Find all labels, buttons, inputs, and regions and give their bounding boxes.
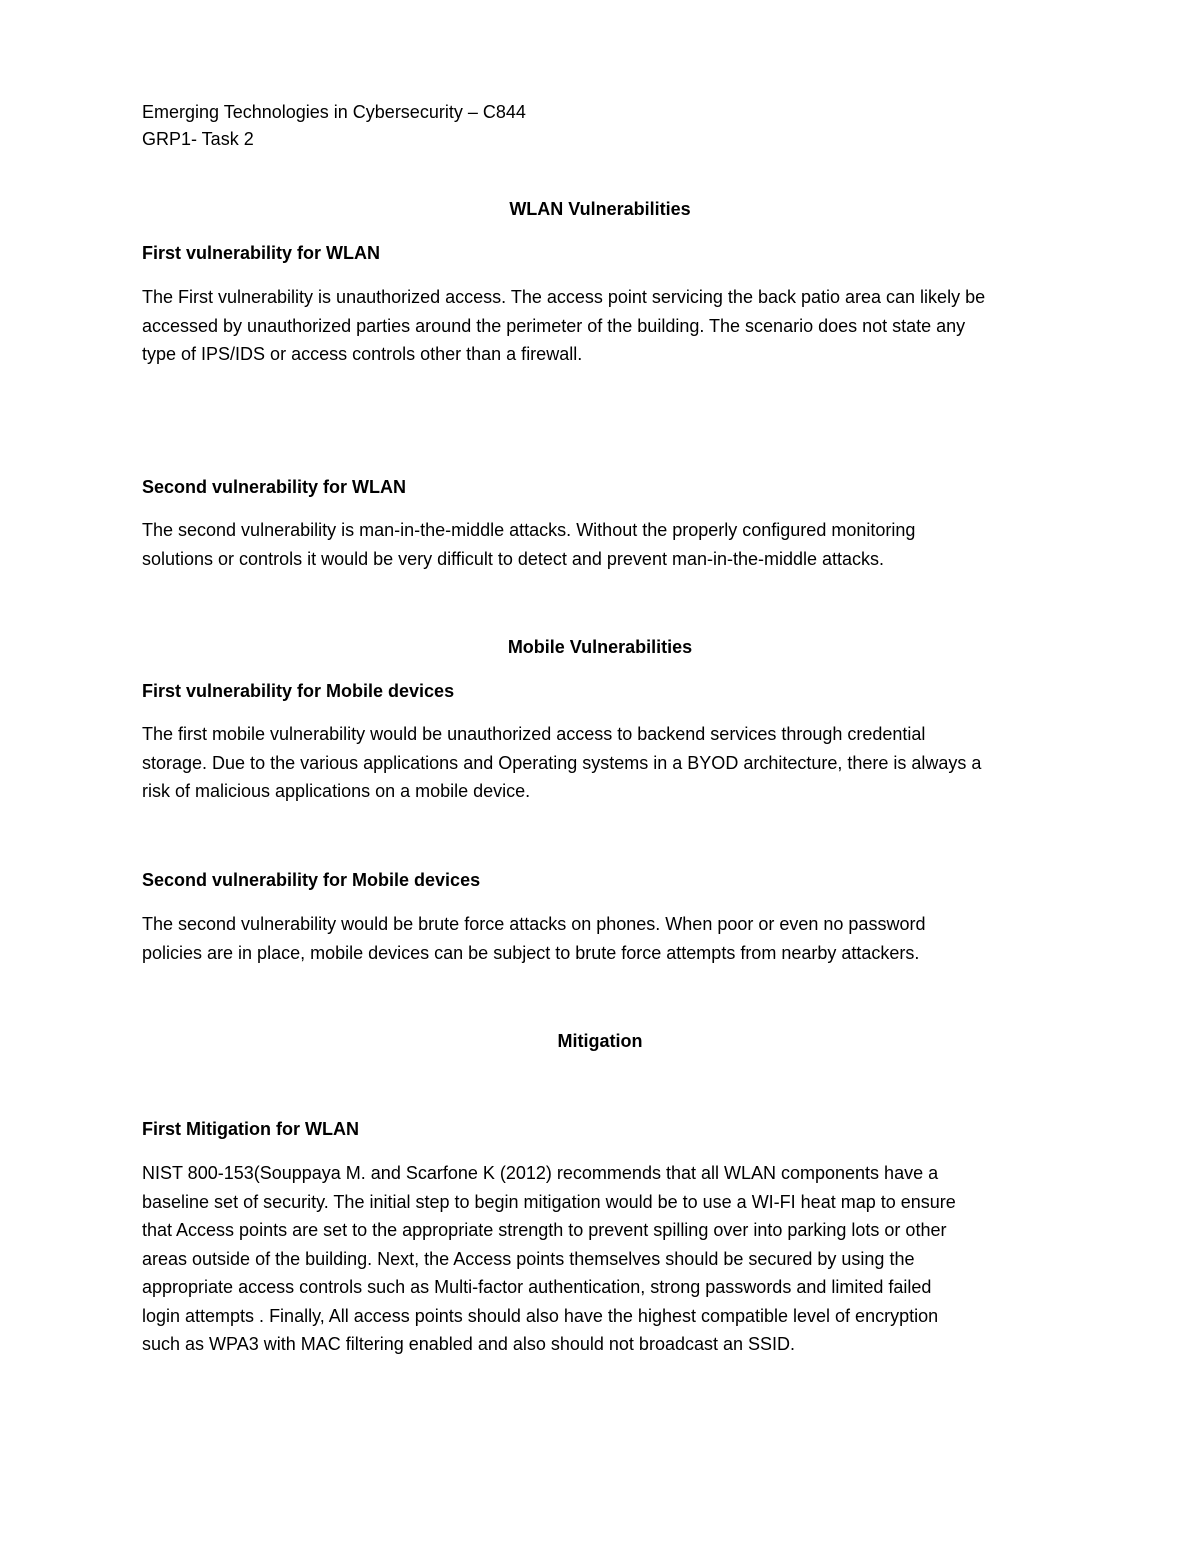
mitigation-section-title: Mitigation xyxy=(557,1031,643,1051)
task-label: GRP1- Task 2 xyxy=(142,129,254,149)
paragraph-line: risk of malicious applications on a mobile device. xyxy=(142,781,531,801)
paragraph-line: policies are in place, mobile devices can be subject to brute force attempts from nearby attackers. xyxy=(142,942,920,963)
mobile-first-heading: First vulnerability for Mobile devices xyxy=(142,681,455,701)
paragraph-line: accessed by unauthorized parties around the perimeter of the building. The scenario does not state any xyxy=(142,315,966,336)
mobile-first-paragraph xyxy=(142,720,1062,806)
paragraph-line: login attempts . Finally, All access points should also have the highest compatible level of encryption xyxy=(142,1305,939,1326)
wlan-second-heading: Second vulnerability for WLAN xyxy=(142,477,407,497)
mitigation-first-heading: First Mitigation for WLAN xyxy=(142,1119,359,1139)
mobile-section-title: Mobile Vulnerabilities xyxy=(507,637,693,657)
paragraph-line: storage. Due to the various applications and Operating systems in a BYOD architecture, there is always a xyxy=(142,752,982,773)
paragraph-line: areas outside of the building. Next, the Access points themselves should be secured by using the xyxy=(142,1248,915,1269)
paragraph-line: appropriate access controls such as Multi-factor authentication, strong passwords and limited failed xyxy=(142,1277,932,1297)
wlan-second-paragraph xyxy=(142,516,1062,573)
paragraph-line: baseline set of security. The initial step to begin mitigation would be to use a WI-FI heat map to ensure xyxy=(142,1191,956,1212)
paragraph-line: The first mobile vulnerability would be unauthorized access to backend services through credential xyxy=(142,724,926,744)
mobile-second-paragraph xyxy=(142,910,1062,967)
course-title: Emerging Technologies in Cybersecurity – C844 xyxy=(142,102,526,122)
paragraph-line: The second vulnerability is man-in-the-middle attacks. Without the properly configured monitoring xyxy=(142,520,916,540)
wlan-first-paragraph xyxy=(142,283,1062,369)
paragraph-line: type of IPS/IDS or access controls other than a firewall. xyxy=(142,344,583,364)
mitigation-first-paragraph xyxy=(142,1159,1062,1359)
wlan-section-title: WLAN Vulnerabilities xyxy=(509,199,691,219)
paragraph-line: The First vulnerability is unauthorized access. The access point servicing the back patio area can likely be xyxy=(142,287,986,307)
wlan-first-heading: First vulnerability for WLAN xyxy=(142,243,381,263)
mobile-second-heading: Second vulnerability for Mobile devices xyxy=(142,870,481,890)
paragraph-line: The second vulnerability would be brute force attacks on phones. When poor or even no password xyxy=(142,914,926,934)
paragraph-line: NIST 800-153(Souppaya M. and Scarfone K (2012) recommends that all WLAN components have a xyxy=(142,1163,939,1183)
paragraph-line: such as WPA3 with MAC filtering enabled and also should not broadcast an SSID. xyxy=(142,1334,796,1354)
paragraph-line: that Access points are set to the appropriate strength to prevent spilling over into parking lots or other xyxy=(142,1220,947,1240)
paragraph-line: solutions or controls it would be very difficult to detect and prevent man-in-the-middle attacks. xyxy=(142,548,885,569)
